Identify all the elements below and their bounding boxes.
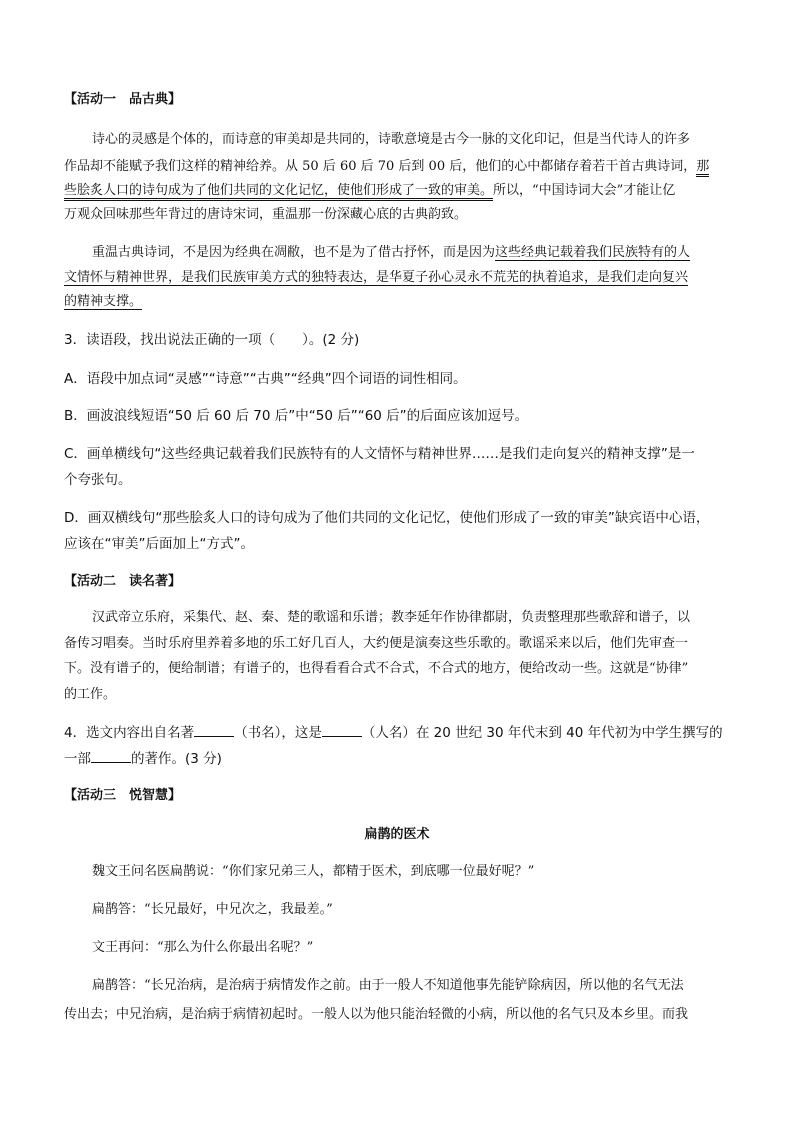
text: 重温古典诗词，不是因为经典在凋敝，也不是为了借古抒怀，而是因为 (92, 245, 496, 260)
activity1-p1-line2 (64, 157, 732, 177)
q4-line1 (64, 722, 732, 743)
answer-blank-author[interactable] (322, 722, 362, 737)
activity3-line5: 传出去；中兄治病，是治病于病情初起时。一般人以为他只能治轻微的小病，所以他的名气只及本乡里。而我 (64, 1007, 689, 1022)
answer-blank-book[interactable] (194, 722, 234, 737)
activity1-heading: 【活动一 品古典】 (64, 92, 182, 107)
activity1-p1-line1: 诗心的灵感是个体的，而诗意的审美却是共同的，诗歌意境是古今一脉的文化印记，但是当代诗人的许多 (92, 132, 691, 147)
q3-option-c-line2: 个夸张句。 (64, 472, 132, 488)
q3-option-d-line1: D．画双横线句“那些脍炙人口的诗句成为了他们共同的文化记忆，使他们形成了一致的审美”缺宾语中心语， (64, 510, 710, 526)
activity1-p2-line2 (64, 268, 732, 288)
underline-text: 文情怀与精神世界，是我们民族审美方式的独特表达，是华夏子孙心灵永不荒芜的执着追求，是我们走向复兴 (64, 270, 689, 285)
activity1-p1-line4: 万观众回味那些年背过的唐诗宋词，重温那一份深藏心底的古典韵致。 (64, 207, 468, 222)
activity1-p1-line3 (64, 181, 732, 201)
article-title: 扁鹊的医术 (364, 827, 430, 842)
text: 的著作。(3 分) (131, 751, 222, 767)
double-underline-text: 些脍炙人口的诗句成为了他们共同的文化记忆，使他们形成了一致的审美。 (64, 183, 493, 201)
activity3-line3: 文王再问：“那么为什么你最出名呢？” (92, 940, 314, 955)
activity3-line2: 扁鹊答：“长兄最好，中兄次之，我最差。” (92, 902, 333, 917)
double-underline-text: 那 (696, 159, 709, 177)
activity3-heading: 【活动三 悦智慧】 (64, 788, 182, 803)
q3-option-c-line1: C．画单横线句“这些经典记载着我们民族特有的人文情怀与精神世界……是我们走向复兴的精神支撑”是一 (64, 446, 695, 462)
text: （书名），这是 (234, 725, 322, 741)
activity2-line1: 汉武帝立乐府，采集代、赵、秦、楚的歌谣和乐谱；教李延年作协律都尉，负责整理那些歌辞和谱子，以 (92, 610, 691, 625)
activity1-p2-line1 (92, 243, 732, 263)
activity2-line2: 备传习唱奏。当时乐府里养着多地的乐工好几百人，大约便是演奏这些乐歌的。歌谣采来以后，他们先审查一 (64, 636, 689, 651)
text: （人名）在 20 世纪 30 年代末到 40 年代初为中学生撰写的 (361, 725, 723, 741)
activity2-line4: 的工作。 (64, 687, 117, 702)
q4-line2 (64, 748, 732, 769)
q3-option-b: B．画波浪线短语“50 后 60 后 70 后”中“50 后”“60 后”的后面应该加逗号。 (64, 408, 529, 424)
text: 一部 (64, 751, 91, 767)
activity2-line3: 下。没有谱子的，便给制谱；有谱子的，也得看看合式不合式，不合式的地方，便给改动一些。这就是“协律” (64, 661, 689, 676)
text: 作品却不能赋予我们这样的精神给养。从 50 后 60 后 70 后到 00 后，他们的心中都储存着若干首古典诗词， (64, 159, 697, 174)
text: 4．选文内容出自名著 (64, 725, 195, 741)
activity2-heading: 【活动二 读名著】 (64, 574, 182, 589)
text: 所以，“中国诗词大会”才能让亿 (493, 183, 676, 198)
q3-stem: 3．读语段，找出说法正确的一项（ ）。(2 分) (64, 332, 360, 348)
q3-option-d-line2: 应该在“审美”后面加上“方式”。 (64, 536, 254, 552)
activity3-line1: 魏文王问名医扁鹊说：“你们家兄弟三人，都精于医术，到底哪一位最好呢？” (92, 864, 535, 879)
q3-option-a: A．语段中加点词“灵感”“诗意”“古典”“经典”四个词语的词性相同。 (64, 371, 467, 387)
activity3-line4: 扁鹊答：“长兄治病，是治病于病情发作之前。由于一般人不知道他事先能铲除病因，所以他的名气无法 (92, 978, 684, 993)
answer-blank-type[interactable] (91, 748, 131, 763)
underline-text: 的精神支撑。 (64, 294, 143, 309)
underline-text: 这些经典记载着我们民族特有的人 (495, 245, 691, 260)
activity1-p2-line3 (64, 292, 732, 312)
